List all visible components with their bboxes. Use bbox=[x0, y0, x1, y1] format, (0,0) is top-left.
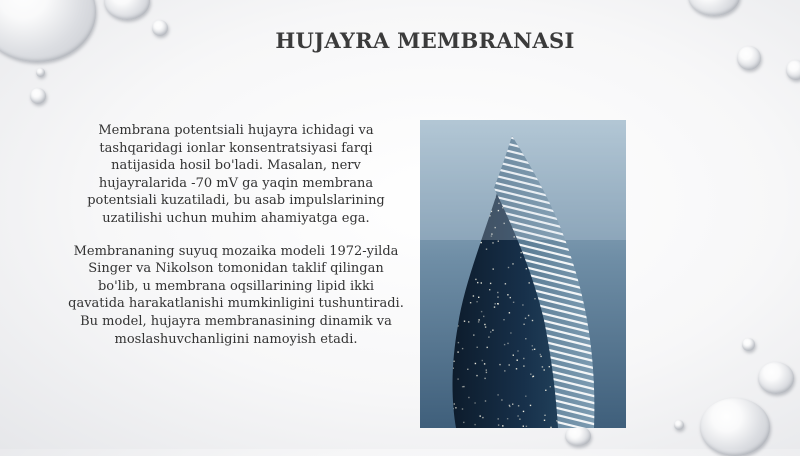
window-light bbox=[512, 404, 513, 405]
window-light bbox=[502, 425, 503, 426]
slide-title: HUJAYRA MEMBRANASI bbox=[215, 28, 635, 53]
window-light bbox=[529, 282, 530, 283]
window-light bbox=[474, 424, 475, 425]
window-light bbox=[513, 302, 514, 303]
window-light bbox=[492, 330, 493, 331]
window-light bbox=[525, 318, 526, 319]
window-light bbox=[532, 345, 533, 346]
window-light bbox=[492, 242, 493, 243]
window-light bbox=[512, 263, 513, 264]
window-light bbox=[517, 360, 518, 361]
window-light bbox=[486, 372, 487, 373]
window-light bbox=[484, 363, 485, 364]
paragraph-fluid-mosaic-model: Membrananing suyuq mozaika modeli 1972-yilda Singer va Nikolson tomonidan taklif qilingan bo'lib, u membrana oqsillarining lipid ikki qavatida harakatlanishi mumkinligini tushuntiradi. Bu model, hujayra membranasining dinamik va moslashuvchanligini namoyish etadi. bbox=[68, 243, 404, 349]
window-light bbox=[504, 344, 505, 345]
window-light bbox=[522, 304, 523, 305]
paragraph-membrane-potential: Membrana potentsiali hujayra ichidagi va tashqaridagi ionlar konsentratsiyasi farqi natijasida hosil bo'ladi. Masalan, nerv hujayralarida -70 mV ga yaqin membrana potentsiali kuzatiladi, bu asab impulslarining uzatilishi uchun muhim ahamiyatga ega. bbox=[68, 122, 404, 228]
window-light bbox=[467, 369, 468, 370]
water-drop bbox=[758, 362, 794, 394]
skyscraper-photo bbox=[420, 120, 626, 428]
window-light bbox=[523, 365, 524, 366]
window-light bbox=[509, 406, 510, 407]
water-drop bbox=[674, 420, 684, 430]
window-light bbox=[484, 324, 485, 325]
window-light bbox=[505, 283, 506, 284]
window-light bbox=[499, 364, 500, 365]
window-light bbox=[497, 292, 498, 293]
window-light bbox=[528, 315, 529, 316]
window-light bbox=[498, 241, 499, 242]
window-light bbox=[481, 242, 482, 243]
window-light bbox=[480, 415, 481, 416]
window-light bbox=[542, 366, 543, 367]
window-light bbox=[494, 306, 495, 307]
window-light bbox=[497, 394, 498, 395]
window-light bbox=[549, 366, 550, 367]
water-drop bbox=[737, 46, 761, 70]
window-light bbox=[474, 402, 475, 403]
window-light bbox=[498, 424, 499, 425]
window-light bbox=[510, 332, 511, 333]
window-light bbox=[475, 363, 476, 364]
window-light bbox=[523, 426, 524, 427]
window-light bbox=[490, 331, 491, 332]
window-light bbox=[507, 343, 508, 344]
water-drop bbox=[700, 398, 770, 456]
water-drop bbox=[688, 0, 740, 16]
water-drop bbox=[0, 0, 96, 62]
window-light bbox=[483, 316, 484, 317]
window-light bbox=[533, 376, 534, 377]
window-light bbox=[473, 295, 474, 296]
window-light bbox=[477, 347, 478, 348]
window-light bbox=[523, 411, 524, 412]
window-light bbox=[457, 351, 458, 352]
window-light bbox=[509, 312, 510, 313]
window-light bbox=[517, 415, 518, 416]
window-light bbox=[508, 267, 509, 268]
window-light bbox=[503, 319, 504, 320]
water-drop bbox=[36, 68, 45, 77]
window-light bbox=[463, 422, 464, 423]
window-light bbox=[485, 326, 486, 327]
water-drop bbox=[30, 88, 46, 104]
window-light bbox=[556, 420, 557, 421]
window-light bbox=[495, 303, 496, 304]
window-light bbox=[485, 400, 486, 401]
window-light bbox=[498, 303, 499, 304]
window-light bbox=[523, 324, 524, 325]
window-light bbox=[482, 360, 483, 361]
window-light bbox=[478, 319, 479, 320]
window-light bbox=[487, 347, 488, 348]
window-light bbox=[544, 420, 545, 421]
window-light bbox=[507, 418, 508, 419]
window-light bbox=[544, 369, 545, 370]
window-light bbox=[526, 426, 527, 427]
window-light bbox=[534, 298, 535, 299]
window-light bbox=[482, 417, 483, 418]
window-light bbox=[462, 348, 463, 349]
window-light bbox=[477, 282, 478, 283]
window-light bbox=[453, 361, 454, 362]
window-light bbox=[540, 356, 541, 357]
window-light bbox=[518, 405, 519, 406]
window-light bbox=[544, 415, 545, 416]
window-light bbox=[513, 355, 514, 356]
window-light bbox=[525, 396, 526, 397]
window-light bbox=[517, 350, 518, 351]
window-light bbox=[475, 279, 476, 280]
window-light bbox=[476, 301, 477, 302]
window-light bbox=[468, 397, 469, 398]
window-light bbox=[519, 419, 520, 420]
window-light bbox=[510, 297, 511, 298]
window-light bbox=[534, 349, 535, 350]
body-text bbox=[68, 122, 404, 348]
window-light bbox=[509, 364, 510, 365]
window-light bbox=[532, 349, 533, 350]
window-light bbox=[481, 311, 482, 312]
window-light bbox=[468, 321, 469, 322]
window-light bbox=[520, 257, 521, 258]
water-drop bbox=[786, 60, 800, 80]
window-light bbox=[457, 378, 458, 379]
window-light bbox=[462, 408, 463, 409]
water-drop bbox=[742, 338, 755, 351]
window-light bbox=[486, 369, 487, 370]
window-light bbox=[454, 403, 455, 404]
window-light bbox=[530, 374, 531, 375]
window-light bbox=[488, 336, 489, 337]
window-light bbox=[521, 252, 522, 253]
window-light bbox=[504, 370, 505, 371]
window-light bbox=[462, 386, 463, 387]
window-light bbox=[497, 296, 498, 297]
window-light bbox=[484, 378, 485, 379]
window-light bbox=[550, 386, 551, 387]
window-light bbox=[464, 321, 465, 322]
window-light bbox=[486, 249, 487, 250]
window-light bbox=[545, 390, 546, 391]
window-light bbox=[489, 289, 490, 290]
window-light bbox=[455, 407, 456, 408]
window-light bbox=[470, 302, 471, 303]
window-light bbox=[478, 321, 479, 322]
window-light bbox=[501, 399, 502, 400]
window-light bbox=[463, 386, 464, 387]
window-light bbox=[498, 418, 499, 419]
water-drop bbox=[104, 0, 150, 20]
window-light bbox=[490, 283, 491, 284]
window-light bbox=[476, 375, 477, 376]
window-light bbox=[493, 268, 494, 269]
window-light bbox=[507, 294, 508, 295]
window-light bbox=[481, 282, 482, 283]
window-light bbox=[516, 368, 517, 369]
window-light bbox=[526, 268, 527, 269]
window-light bbox=[473, 334, 474, 335]
window-light bbox=[532, 320, 533, 321]
water-drop bbox=[565, 426, 591, 446]
window-light bbox=[458, 342, 459, 343]
water-drop bbox=[152, 20, 168, 36]
window-light bbox=[530, 405, 531, 406]
window-light bbox=[523, 358, 524, 359]
window-light bbox=[478, 297, 479, 298]
window-light bbox=[525, 338, 526, 339]
window-light bbox=[550, 427, 551, 428]
window-light bbox=[540, 354, 541, 355]
